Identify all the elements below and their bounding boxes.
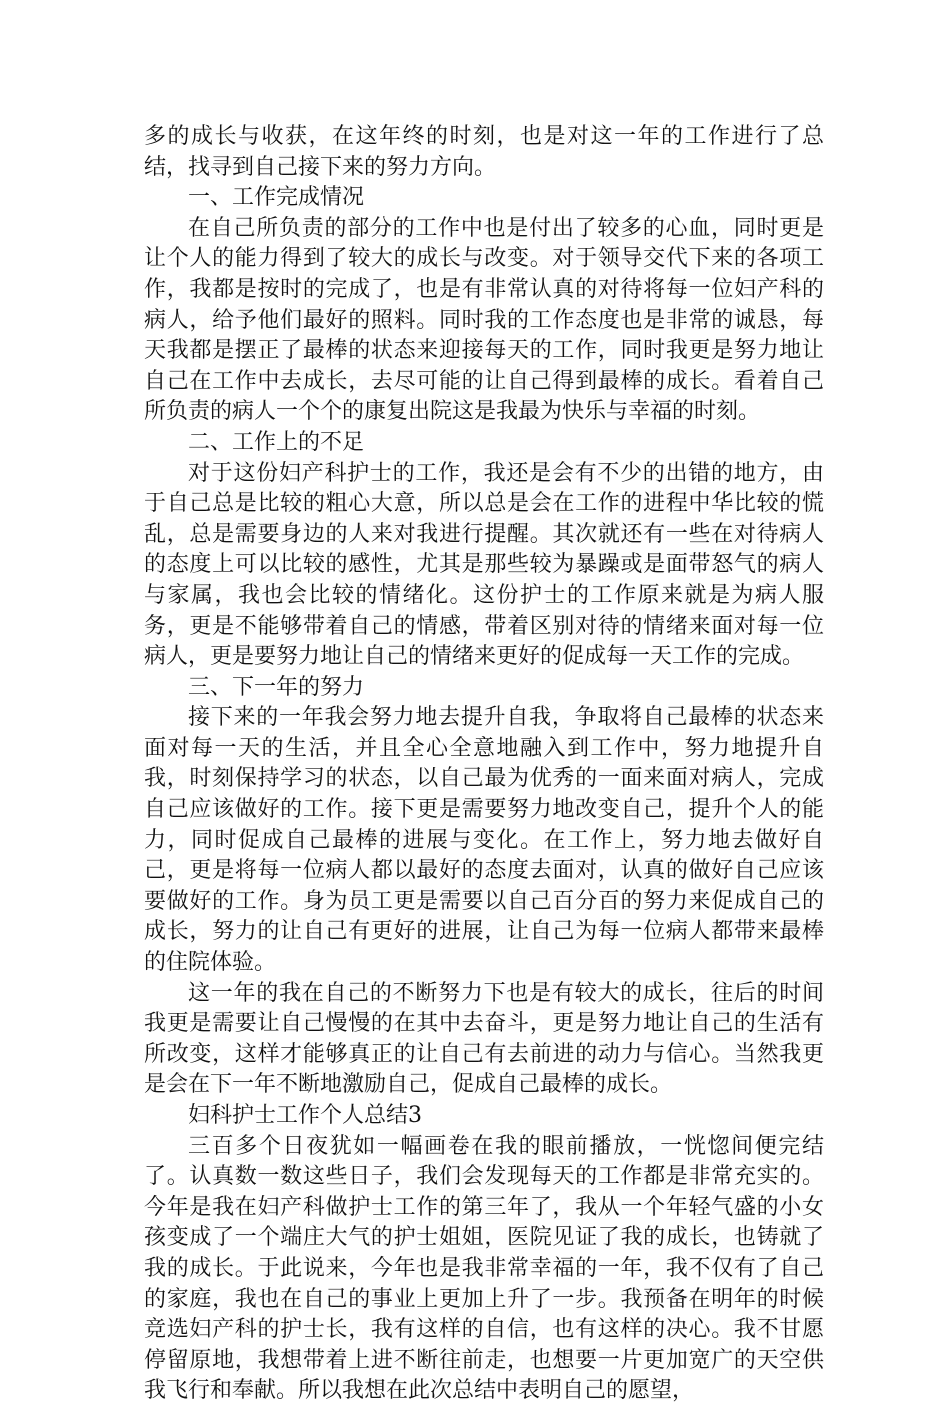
paragraph-summary-3: 三百多个日夜犹如一幅画卷在我的眼前播放，一恍惚间便完结了。认真数一数这些日子，我们会发现每天的工作都是非常充实的。今年是我在妇产科做护士工作的第三年了，我从一个年轻气盛的小女孩变成了一个端庄大气的护士姐姐，医院见证了我的成长，也铸就了我的成长。于此说来，今年也是我非常幸福的一年，我不仅有了自己的家庭，我也在自己的事业上更加上升了一步。我预备在明年的时候竞选妇产科的护士长，我有这样的自信，也有这样的决心。我不甘愿停留原地，我想带着上进不断往前走，也想要一片更加宽广的天空供我飞行和奉献。所以我想在此次总结中表明自己的愿望， [144,1133,824,1404]
paragraph-year-growth: 这一年的我在自己的不断努力下也是有较大的成长，往后的时间我更是需要让自己慢慢的在其中去奋斗，更是努力地让自己的生活有所改变，这样才能够真正的让自己有去前进的动力与信心。当然我更是会在下一年不断地激励自己，促成自己最棒的成长。 [144,980,824,1098]
paragraph-intro-continuation: 多的成长与收获，在这年终的时刻，也是对这一年的工作进行了总结，找寻到自己接下来的努力方向。 [144,124,824,180]
document-body [144,122,824,1407]
paragraph-work-shortcomings: 对于这份妇产科护士的工作，我还是会有不少的出错的地方，由于自己总是比较的粗心大意，所以总是会在工作的进程中华比较的慌乱，总是需要身边的人来对我进行提醒。其次就还有一些在对待病人的态度上可以比较的感性，尤其是那些较为暴躁或是面带怒气的病人与家属，我也会比较的情绪化。这份护士的工作原来就是为病人服务，更是不能够带着自己的情感，带着区别对待的情绪来面对每一位病人，更是要努力地让自己的情绪来更好的促成每一天工作的完成。 [144,460,824,670]
heading-work-shortcomings: 二、工作上的不足 [188,429,365,455]
heading-work-completion: 一、工作完成情况 [188,185,365,211]
paragraph-work-completion: 在自己所负责的部分的工作中也是付出了较多的心血，同时更是让个人的能力得到了较大的成长与改变。对于领导交代下来的各项工作，我都是按时的完成了，也是有非常认真的对待将每一位妇产科的病人，给予他们最好的照料。同时我的工作态度也是非常的诚恳，每天我都是摆正了最棒的状态来迎接每天的工作，同时我更是努力地让自己在工作中去成长，去尽可能的让自己得到最棒的成长。看着自己所负责的病人一个个的康复出院这是我最为快乐与幸福的时刻。 [144,215,824,425]
paragraph-next-year-effort: 接下来的一年我会努力地去提升自我，争取将自己最棒的状态来面对每一天的生活，并且全心全意地融入到工作中，努力地提升自我，时刻保持学习的状态，以自己最为优秀的一面来面对病人，完成自己应该做好的工作。接下更是需要努力地改变自己，提升个人的能力，同时促成自己最棒的进展与变化。在工作上，努力地去做好自己，更是将每一位病人都以最好的态度去面对，认真的做好自己应该要做好的工作。身为员工更是需要以自己百分百的努力来促成自己的成长，努力的让自己有更好的进展，让自己为每一位病人都带来最棒的住院体验。 [144,705,824,976]
section-title-summary-3: 妇科护士工作个人总结3 [188,1103,422,1128]
heading-next-year-effort: 三、下一年的努力 [188,674,365,700]
